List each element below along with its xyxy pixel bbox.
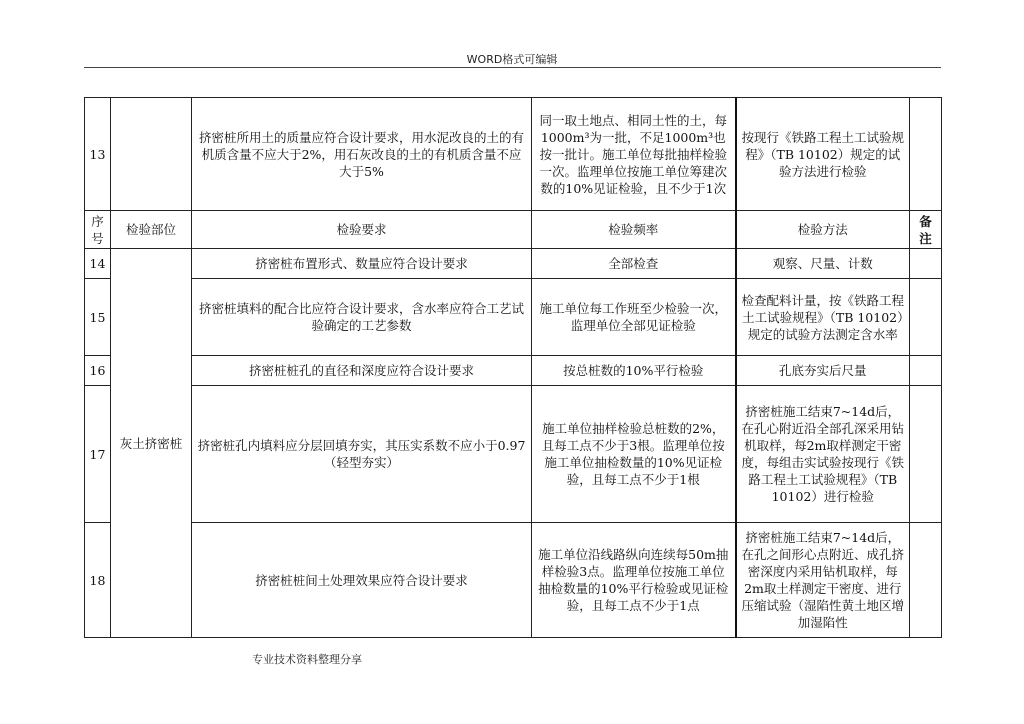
row-frequency: 施工单位沿线路纵向连续每50m抽样检验3点。监理单位按施工单位抽检数量的10%平行检验或见证检验，且每工点不少于1点 bbox=[532, 523, 736, 638]
row-seq: 17 bbox=[85, 386, 111, 523]
row-requirement: 挤密桩桩间土处理效果应符合设计要求 bbox=[192, 523, 532, 638]
column-header-seq: 序号 bbox=[85, 211, 111, 249]
row-method: 挤密桩施工结束7~14d后，在孔之间形心点附近、成孔挤密深度内采用钻机取样，每2m取土样测定干密度、进行压缩试验（湿陷性黄土地区增加湿陷性 bbox=[736, 523, 910, 638]
row-part-merged: 灰土挤密桩 bbox=[111, 249, 192, 638]
row-seq: 16 bbox=[85, 356, 111, 386]
row-remark bbox=[910, 523, 942, 638]
table-row bbox=[85, 356, 942, 386]
row-remark bbox=[910, 249, 942, 279]
table-header-row bbox=[85, 211, 942, 249]
row-requirement: 挤密桩孔内填料应分层回填夯实，其压实系数不应小于0.97（轻型夯实） bbox=[192, 386, 532, 523]
row-requirement: 挤密桩所用土的质量应符合设计要求，用水泥改良的土的有机质含量不应大于2%，用石灰改良的土的有机质含量不应大于5% bbox=[192, 98, 532, 211]
row-remark bbox=[910, 356, 942, 386]
column-header-part: 检验部位 bbox=[111, 211, 192, 249]
header-divider bbox=[84, 67, 941, 68]
row-frequency: 施工单位抽样检验总桩数的2%，且每工点不少于3根。监理单位按施工单位抽检数量的10%见证检验，且每工点不少于1根 bbox=[532, 386, 736, 523]
inspection-table bbox=[84, 97, 942, 638]
row-method: 观察、尺量、计数 bbox=[736, 249, 910, 279]
row-remark bbox=[910, 279, 942, 356]
row-remark bbox=[910, 98, 942, 211]
row-frequency: 全部检查 bbox=[532, 249, 736, 279]
row-method: 按现行《铁路工程土工试验规程》（TB 10102）规定的试验方法进行检验 bbox=[736, 98, 910, 211]
table-row bbox=[85, 98, 942, 211]
row-frequency: 施工单位每工作班至少检验一次，监理单位全部见证检验 bbox=[532, 279, 736, 356]
column-header-requirement: 检验要求 bbox=[192, 211, 532, 249]
page-header: WORD格式可编辑 bbox=[466, 53, 558, 66]
page-footer: 专业技术资料整理分享 bbox=[252, 653, 362, 666]
row-method: 检查配料计量，按《铁路工程土工试验规程》（TB 10102）规定的试验方法测定含水率 bbox=[736, 279, 910, 356]
row-frequency: 按总桩数的10%平行检验 bbox=[532, 356, 736, 386]
row-requirement: 挤密桩布置形式、数量应符合设计要求 bbox=[192, 249, 532, 279]
column-header-frequency: 检验频率 bbox=[532, 211, 736, 249]
row-part bbox=[111, 98, 192, 211]
column-header-method: 检验方法 bbox=[736, 211, 910, 249]
row-seq: 13 bbox=[85, 98, 111, 211]
row-method: 孔底夯实后尺量 bbox=[736, 356, 910, 386]
table-row bbox=[85, 279, 942, 356]
row-seq: 18 bbox=[85, 523, 111, 638]
row-seq: 15 bbox=[85, 279, 111, 356]
row-requirement: 挤密桩桩孔的直径和深度应符合设计要求 bbox=[192, 356, 532, 386]
column-header-remark: 备注 bbox=[910, 211, 942, 249]
row-remark bbox=[910, 386, 942, 523]
table-row bbox=[85, 386, 942, 523]
row-frequency: 同一取土地点、相同土性的土，每1000m³为一批，不足1000m³也按一批计。施工单位每批抽样检验一次。监理单位按施工单位筹建次数的10%见证检验，且不少于1次 bbox=[532, 98, 736, 211]
row-method: 挤密桩施工结束7~14d后，在孔心附近沿全部孔深采用钻机取样，每2m取样测定干密度，每组击实试验按现行《铁路工程土工试验规程》（TB 10102）进行检验 bbox=[736, 386, 910, 523]
row-requirement: 挤密桩填料的配合比应符合设计要求，含水率应符合工艺试验确定的工艺参数 bbox=[192, 279, 532, 356]
row-seq: 14 bbox=[85, 249, 111, 279]
table-row bbox=[85, 249, 942, 279]
table-row bbox=[85, 523, 942, 638]
